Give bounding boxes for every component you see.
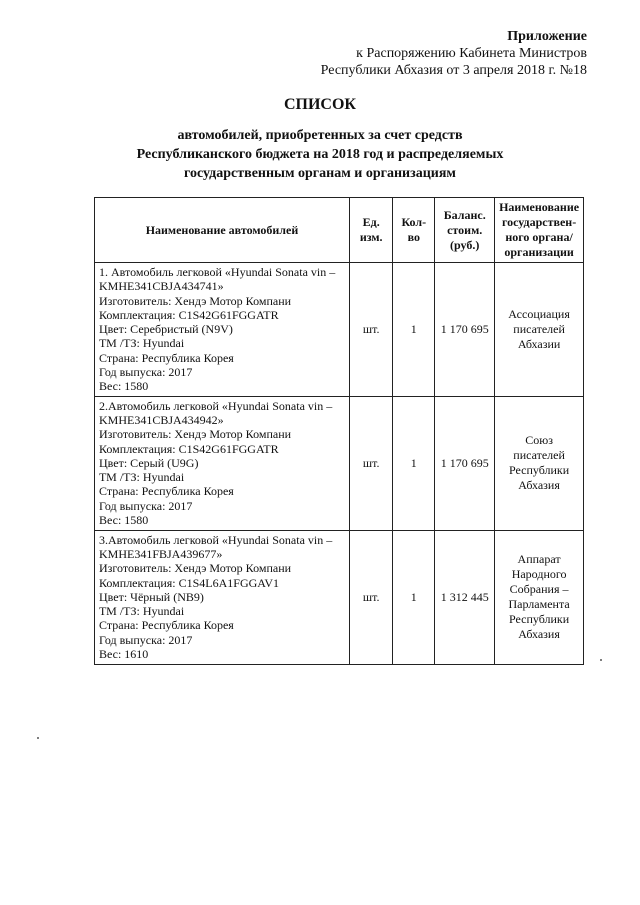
header-org: Наименование государствен- ного органа/ организации — [495, 198, 584, 263]
vehicle-cost: 1 312 445 — [435, 530, 495, 664]
annex-title: Приложение — [507, 29, 587, 44]
document-subheading — [80, 126, 560, 183]
vehicle-unit: шт. — [349, 530, 392, 664]
vehicle-org: Союз писателей Республики Абхазия — [495, 396, 584, 530]
annex-block — [321, 28, 587, 79]
subheading-line-1: автомобилей, приобретенных за счет средств — [177, 128, 463, 143]
header-unit: Ед. изм. — [349, 198, 392, 263]
vehicle-qty: 1 — [393, 530, 435, 664]
annex-line-2: Республики Абхазия от 3 апреля 2018 г. №18 — [320, 63, 587, 78]
vehicle-cost: 1 170 695 — [435, 263, 495, 397]
vehicle-org: Аппарат Народного Собрания – Парламента Республики Абхазия — [495, 530, 584, 664]
vehicle-description: 1. Автомобиль легковой «Hyundai Sonata vin – KMHE341CBJA434741» Изготовитель: Хендэ Мотор Компани Комплектация: C1S42G61FGGATR Цвет: Серебристый (N9V) ТМ /ТЗ: Hyundai Страна: Республика Корея Год выпуска: 2017 Вес: 1580 — [95, 263, 350, 397]
vehicle-unit: шт. — [349, 263, 392, 397]
header-name: Наименование автомобилей — [95, 198, 350, 263]
scan-speck — [600, 659, 602, 661]
vehicle-unit: шт. — [349, 396, 392, 530]
vehicle-description: 2.Автомобиль легковой «Hyundai Sonata vin – KMHE341CBJA434942» Изготовитель: Хендэ Мотор Компани Комплектация: C1S42G61FGGATR Цвет: Серый (U9G) ТМ /ТЗ: Hyundai Страна: Республика Корея Год выпуска: 2017 Вес: 1580 — [95, 396, 350, 530]
header-qty: Кол- во — [393, 198, 435, 263]
vehicles-table — [94, 197, 584, 665]
table-row — [95, 530, 584, 664]
annex-line-1: к Распоряжению Кабинета Министров — [356, 46, 587, 61]
vehicle-org: Ассоциация писателей Абхазии — [495, 263, 584, 397]
vehicle-qty: 1 — [393, 263, 435, 397]
header-cost: Баланс. стоим. (руб.) — [435, 198, 495, 263]
vehicle-description: 3.Автомобиль легковой «Hyundai Sonata vin – KMHE341FBJA439677» Изготовитель: Хендэ Мотор Компани Комплектация: C1S4L6A1FGGAV1 Цвет: Чёрный (NB9) ТМ /ТЗ: Hyundai Страна: Республика Корея Год выпуска: 2017 Вес: 1610 — [95, 530, 350, 664]
vehicle-qty: 1 — [393, 396, 435, 530]
table-header-row — [95, 198, 584, 263]
scan-speck — [37, 737, 39, 739]
subheading-line-2: Республиканского бюджета на 2018 год и распределяемых — [136, 147, 504, 162]
vehicle-cost: 1 170 695 — [435, 396, 495, 530]
table-row — [95, 396, 584, 530]
table-row — [95, 263, 584, 397]
subheading-line-3: государственным органам и организациям — [184, 166, 456, 181]
document-heading: СПИСОК — [283, 96, 357, 113]
